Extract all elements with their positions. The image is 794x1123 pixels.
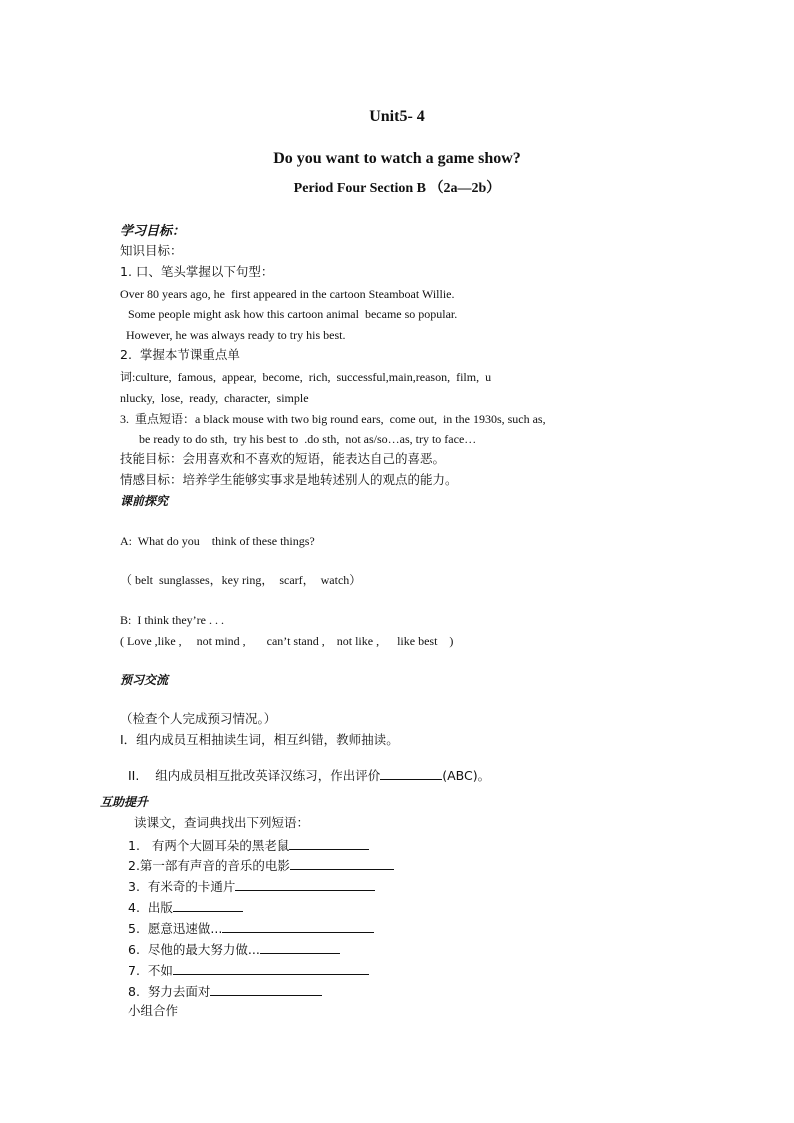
phrase-item-label: 8. 努力去面对 [128, 984, 211, 999]
check-note: （检查个人完成预习情况。） [120, 711, 277, 726]
phrase-item-label: 7. 不如 [128, 963, 173, 978]
items-list: （ belt sunglasses，key ring， scarf， watch） [120, 573, 362, 587]
knowledge-goal-label: 知识目标： [120, 243, 183, 258]
phrase-item-4 [128, 900, 243, 915]
dialogue-b: B: I think they’re . . . [120, 613, 224, 627]
objective-item-1: 1. 口、笔头掌握以下句型： [120, 264, 274, 279]
phrase-item-3 [128, 879, 375, 894]
sentence-1: Over 80 years ago, he first appeared in the cartoon Steamboat Willie. [120, 287, 455, 301]
emotion-goal: 情感目标：培养学生能够实事求是地转述别人的观点的能力。 [120, 472, 458, 487]
answer-blank[interactable] [290, 858, 394, 870]
dialogue-a: A: What do you think of these things? [120, 534, 315, 548]
phrase-item-label: 4. 出版 [128, 900, 173, 915]
answer-blank[interactable] [173, 900, 243, 912]
answer-blank[interactable] [210, 984, 322, 996]
options-list: ( Love ,like , not mind , can’t stand , not like , like best ) [120, 634, 454, 648]
phrase-item-1 [128, 838, 369, 853]
phrase-item-5 [128, 921, 374, 936]
answer-blank[interactable] [222, 921, 374, 933]
answer-blank[interactable] [289, 838, 369, 850]
objective-item-3: 3. 重点短语：a black mouse with two big round ears, come out, in the 1930s, such as, [120, 412, 546, 426]
exchange-item-ii-grade: (ABC)。 [442, 767, 491, 783]
skill-goal: 技能目标：会用喜欢和不喜欢的短语，能表达自己的喜恶。 [120, 451, 446, 466]
sentence-3: However, he was always ready to try his best. [126, 328, 346, 342]
exchange-item-ii [120, 755, 490, 782]
objective-item-2: 2. 掌握本节课重点单 [120, 347, 240, 362]
mutual-heading: 互助提升 [100, 795, 149, 809]
evaluation-blank[interactable] [380, 768, 442, 780]
period-subtitle: Period Four Section B （2a—2b） [293, 181, 501, 196]
group-work-label: 小组合作 [128, 1003, 179, 1018]
phrase-item-2 [128, 858, 394, 873]
phrase-item-7 [128, 963, 369, 978]
objectives-heading: 学习目标： [120, 223, 186, 238]
lesson-title: Do you want to watch a game show? [273, 150, 521, 167]
preview-heading: 课前探究 [120, 494, 169, 508]
phrase-item-label: 1. 有两个大圆耳朵的黑老鼠 [128, 838, 290, 853]
phrases-line-2: be ready to do sth, try his best to .do sth, not as/so…as, try to face… [139, 432, 477, 446]
phrase-item-label: 3. 有米奇的卡通片 [128, 879, 236, 894]
exchange-item-i: I．组内成员互相抽读生词，相互纠错，教师抽读。 [120, 732, 399, 747]
phrase-item-6 [128, 942, 340, 957]
word-list-line-2: nlucky, lose, ready, character, simple [120, 391, 309, 405]
mutual-intro: 读课文，查词典找出下列短语： [134, 815, 310, 830]
unit-title: Unit5- 4 [369, 108, 425, 125]
exchange-heading: 预习交流 [120, 673, 169, 687]
phrase-item-label: 5. 愿意迅速做... [128, 921, 223, 936]
phrase-item-label: 2.第一部有声音的音乐的电影 [128, 858, 290, 873]
phrase-item-label: 6. 尽他的最大努力做... [128, 942, 260, 957]
answer-blank[interactable] [260, 942, 340, 954]
phrase-item-8 [128, 984, 322, 999]
word-list-line-1: 词:culture, famous, appear, become, rich, successful,main,reason, film, u [120, 370, 492, 384]
exchange-item-ii-text: II. 组内成员相互批改英译汉练习，作出评价 [127, 767, 381, 783]
answer-blank[interactable] [235, 879, 375, 891]
sentence-2: Some people might ask how this cartoon animal became so popular. [128, 307, 458, 321]
answer-blank[interactable] [173, 963, 369, 975]
